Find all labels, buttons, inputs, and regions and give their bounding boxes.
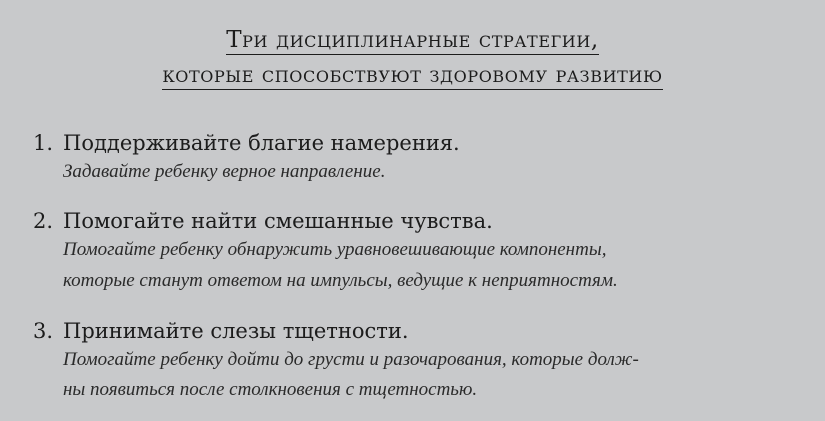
item-description-line: Помогайте ребенку обнаружить уравновешивающие компоненты, — [63, 239, 607, 260]
title-line-1 — [0, 25, 825, 55]
item-description-line: которые станут ответом на импульсы, ведущие к неприятностям. — [63, 270, 618, 291]
title-line-2 — [0, 60, 825, 90]
title-line-1-text: Три дисциплинарные стратегии, — [226, 27, 599, 53]
item-heading: Помогайте найти смешанные чувства. — [63, 209, 493, 233]
item-description-line: ны появиться после столкновения с тщетностью. — [63, 379, 478, 400]
item-heading: Принимайте слезы тщетности. — [63, 319, 409, 343]
item-number: 3. — [33, 319, 54, 343]
item-number: 2. — [33, 209, 54, 233]
title-line-2-text: которые способствуют здоровому развитию — [162, 62, 663, 88]
item-description-line: Помогайте ребенку дойти до грусти и разочарования, которые долж- — [63, 349, 639, 370]
item-number: 1. — [33, 131, 54, 155]
item-heading: Поддерживайте благие намерения. — [63, 131, 460, 155]
item-description-line: Задавайте ребенку верное направление. — [63, 161, 386, 182]
